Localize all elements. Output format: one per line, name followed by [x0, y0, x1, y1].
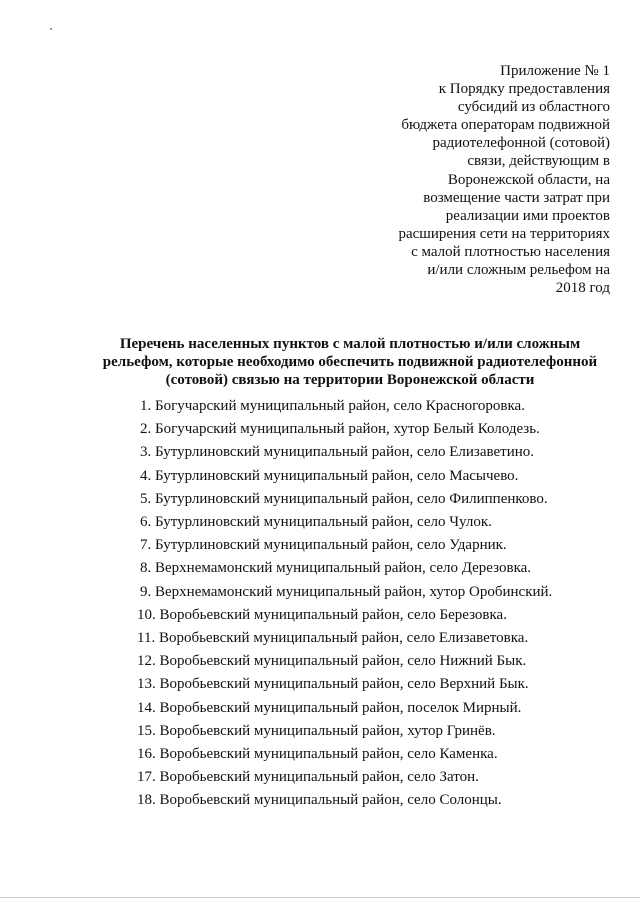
list-item: 10. Воробьевский муниципальный район, село Березовка.: [137, 606, 507, 623]
appendix-line: реализации ими проектов: [445, 207, 610, 224]
list-item: 11. Воробьевский муниципальный район, село Елизаветовка.: [137, 630, 529, 647]
appendix-line: бюджета операторам подвижной: [401, 117, 610, 134]
list-item: 3. Бутурлиновский муниципальный район, село Елизаветино.: [140, 444, 535, 461]
appendix-line: связи, действующим в: [467, 153, 610, 170]
appendix-line: Приложение № 1: [500, 63, 610, 79]
appendix-line: субсидий из областного: [457, 99, 610, 116]
list-item: 8. Верхнемамонский муниципальный район, село Дерезовка.: [140, 560, 532, 577]
appendix-line: и/или сложным рельефом на: [427, 262, 610, 279]
appendix-line: 2018 год: [555, 280, 610, 297]
list-item: 4. Бутурлиновский муниципальный район, село Масычево.: [140, 467, 519, 484]
title-line: (сотовой) связью на территории Воронежской области: [165, 372, 535, 388]
list-item: 14. Воробьевский муниципальный район, поселок Мирный.: [137, 699, 522, 716]
list-item: 17. Воробьевский муниципальный район, село Затон.: [137, 769, 479, 786]
list-item: 9. Верхнемамонский муниципальный район, хутор Оробинский.: [140, 583, 553, 600]
appendix-line: Воронежской области, на: [447, 171, 610, 188]
document-title: [90, 335, 610, 389]
title-line: Перечень населенных пунктов с малой плотностью и/или сложным: [119, 336, 581, 352]
list-item: 2. Богучарский муниципальный район, хутор Белый Колодезь.: [140, 421, 540, 438]
list-item: 18. Воробьевский муниципальный район, село Солонцы.: [137, 792, 502, 809]
list-item: 5. Бутурлиновский муниципальный район, село Филиппенково.: [140, 490, 548, 507]
list-item: 16. Воробьевский муниципальный район, село Каменка.: [137, 746, 498, 763]
appendix-line: с малой плотностью населения: [411, 243, 610, 260]
appendix-line: расширения сети на территориях: [398, 225, 610, 242]
list-item: 7. Бутурлиновский муниципальный район, село Ударник.: [140, 537, 507, 554]
scan-speck: [50, 28, 52, 30]
appendix-line: к Порядку предоставления: [438, 81, 610, 98]
page-bottom-edge: [0, 897, 640, 898]
appendix-line: возмещение части затрат при: [423, 189, 610, 206]
appendix-line: радиотелефонной (сотовой): [432, 135, 610, 152]
settlement-list: [137, 395, 553, 813]
list-item: 15. Воробьевский муниципальный район, хутор Гринёв.: [137, 722, 496, 739]
appendix-header: [350, 62, 610, 297]
title-line: рельефом, которые необходимо обеспечить подвижной радиотелефонной: [102, 354, 598, 370]
list-item: 1. Богучарский муниципальный район, село Красногоровка.: [140, 398, 525, 414]
list-item: 13. Воробьевский муниципальный район, село Верхний Бык.: [137, 676, 529, 693]
list-item: 6. Бутурлиновский муниципальный район, село Чулок.: [140, 514, 492, 531]
list-item: 12. Воробьевский муниципальный район, село Нижний Бык.: [137, 653, 527, 670]
